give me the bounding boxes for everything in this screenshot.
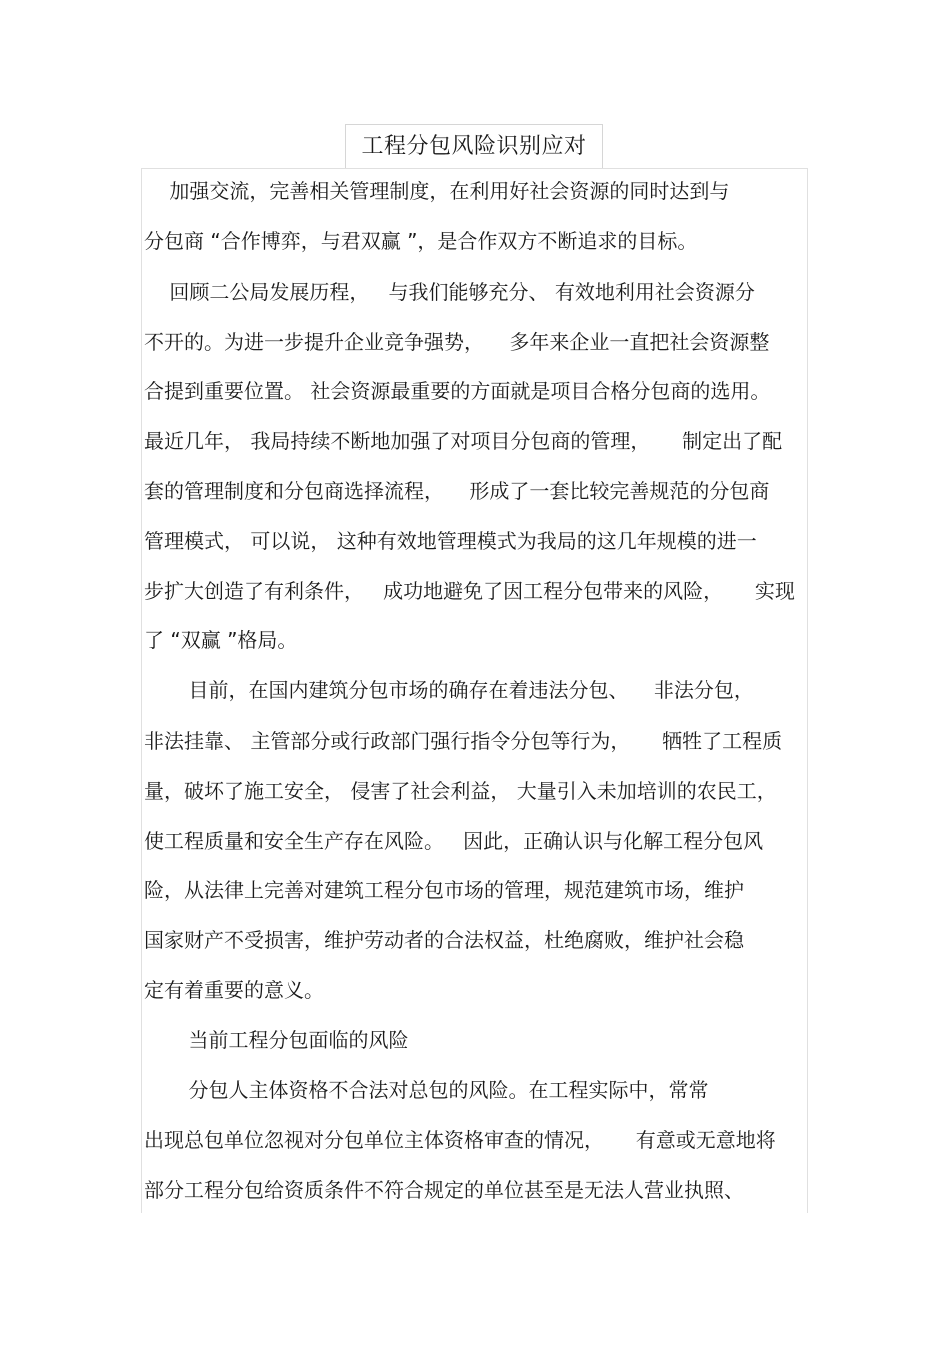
text-line: 分包商 “合作博弈，与君双赢 ”，是合作双方不断追求的目标。 <box>144 229 698 253</box>
text-line: 不开的。为进一步提升企业竞争强势， 多年来企业一直把社会资源整 <box>144 330 770 354</box>
text-line: 使工程质量和安全生产存在风险。 因此，正确认识与化解工程分包风 <box>144 829 764 853</box>
text-line: 最近几年， 我局持续不断地加强了对项目分包商的管理， 制定出了配 <box>144 429 783 453</box>
text-line: 目前，在国内建筑分包市场的确存在着违法分包、 非法分包， <box>144 678 754 702</box>
text-line: 量，破坏了施工安全， 侵害了社会利益， 大量引入未加培训的农民工， <box>144 779 777 803</box>
text-line: 合提到重要位置。 社会资源最重要的方面就是项目合格分包商的选用。 <box>144 379 771 403</box>
text-line: 回顾二公局发展历程， 与我们能够充分、 有效地利用社会资源分 <box>144 280 755 304</box>
text-line: 出现总包单位忽视对分包单位主体资格审查的情况， 有意或无意地将 <box>144 1128 776 1152</box>
text-line: 套的管理制度和分包商选择流程， 形成了一套比较完善规范的分包商 <box>144 479 770 503</box>
text-line: 国家财产不受损害，维护劳动者的合法权益，杜绝腐败，维护社会稳 <box>144 928 744 952</box>
text-line: 部分工程分包给资质条件不符合规定的单位甚至是无法人营业执照、 <box>144 1178 744 1202</box>
text-line: 非法挂靠、 主管部分或行政部门强行指令分包等行为， 牺牲了工程质 <box>144 729 783 753</box>
text-line: 定有着重要的意义。 <box>144 978 324 1002</box>
text-line: 险，从法律上完善对建筑工程分包市场的管理，规范建筑市场，维护 <box>144 878 744 902</box>
text-line: 分包人主体资格不合法对总包的风险。在工程实际中，常常 <box>144 1078 709 1102</box>
section-heading: 当前工程分包面临的风险 <box>144 1028 409 1052</box>
text-line: 步扩大创造了有利条件， 成功地避免了因工程分包带来的风险， 实现 <box>144 579 795 603</box>
text-line: 了 “双赢 ”格局。 <box>144 628 298 652</box>
text-line: 加强交流，完善相关管理制度，在利用好社会资源的同时达到与 <box>144 179 730 203</box>
document-title: 工程分包风险识别应对 <box>345 124 603 168</box>
text-line: 管理模式， 可以说， 这种有效地管理模式为我局的这几年规模的进一 <box>144 529 757 553</box>
